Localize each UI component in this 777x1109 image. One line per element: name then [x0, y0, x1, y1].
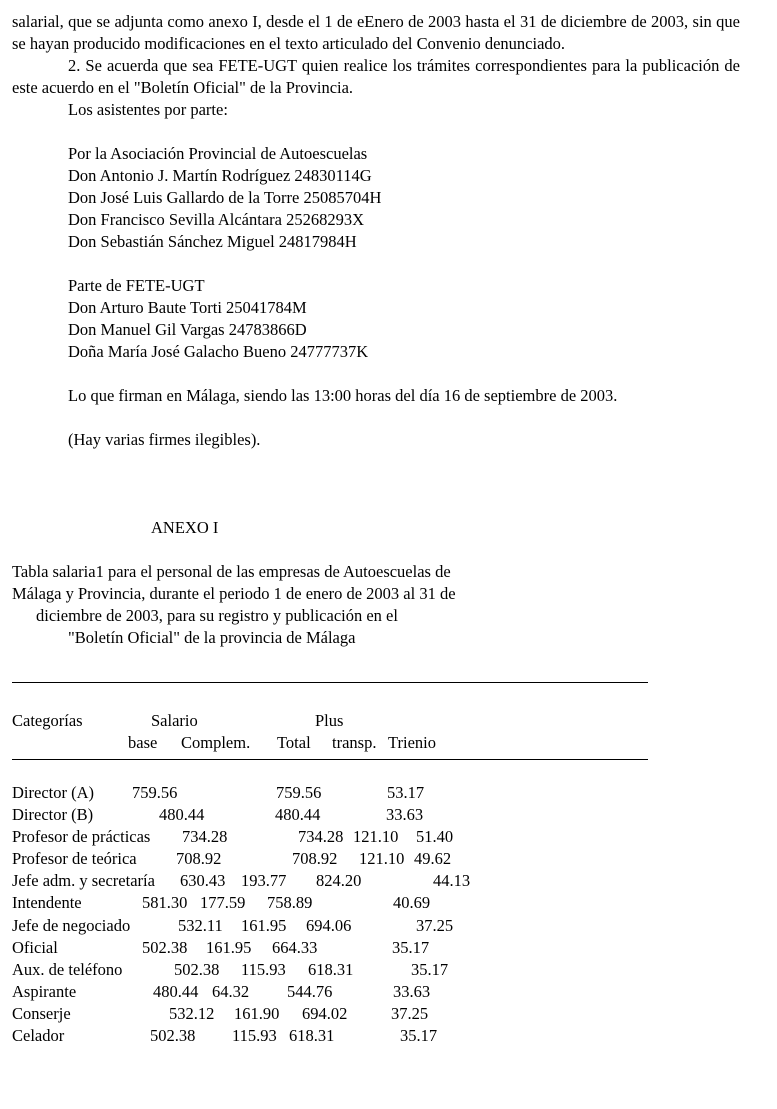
- cell-category: Conserje: [12, 1003, 71, 1023]
- table-row: [12, 1025, 740, 1047]
- fete-member: Don Manuel Gil Vargas 24783866D: [68, 320, 307, 339]
- cell-category: Oficial: [12, 937, 58, 957]
- cell-total: 618.31: [308, 959, 354, 979]
- cell-total: 708.92: [292, 849, 338, 869]
- cell-total: 618.31: [289, 1026, 335, 1046]
- cell-total: 694.02: [302, 1003, 348, 1023]
- asociacion-member: Don Francisco Sevilla Alcántara 25268293X: [68, 210, 365, 229]
- cell-trienio: 37.25: [416, 915, 454, 935]
- cell-plus-transporte: 121.10: [353, 827, 399, 847]
- cell-salario-base: 734.28: [182, 827, 228, 847]
- cell-salario-base: 480.44: [153, 981, 199, 1001]
- cell-salario-base: 581.30: [142, 893, 188, 913]
- annex-caption-line: Málaga y Provincia, durante el periodo 1 de enero de 2003 al 31 de: [12, 584, 456, 603]
- asistentes-label: Los asistentes por parte:: [68, 100, 228, 119]
- cell-trienio: 51.40: [416, 827, 454, 847]
- cell-category: Jefe adm. y secretaría: [12, 871, 155, 891]
- cell-category: Director (A): [12, 783, 95, 802]
- cell-total: 758.89: [267, 893, 313, 913]
- closing-statement: Lo que firman en Málaga, siendo las 13:00 horas del día 16 de septiembre de 2003.: [68, 386, 618, 405]
- cell-salario-base: 502.38: [174, 959, 220, 979]
- table-row: [12, 937, 740, 959]
- cell-complemento: 161.95: [206, 937, 252, 957]
- table-row: [12, 981, 740, 1003]
- cell-salario-base: 759.56: [132, 783, 178, 802]
- header-total: Total: [277, 733, 311, 752]
- cell-category: Celador: [12, 1026, 65, 1046]
- cell-category: Jefe de negociado: [12, 915, 131, 935]
- cell-total: 480.44: [275, 805, 321, 825]
- asociacion-member: Don José Luis Gallardo de la Torre 25085704H: [68, 188, 382, 207]
- cell-complemento: 177.59: [200, 893, 246, 913]
- table-row: [12, 870, 740, 892]
- table-row: [12, 826, 740, 848]
- signatures-note: (Hay varias firmes ilegibles).: [68, 430, 261, 449]
- cell-complemento: 193.77: [241, 871, 287, 891]
- cell-trienio: 49.62: [414, 849, 452, 869]
- cell-trienio: 37.25: [391, 1003, 429, 1023]
- cell-trienio: 33.63: [393, 981, 431, 1001]
- header-salario: Salario: [151, 711, 198, 730]
- cell-total: 824.20: [316, 871, 362, 891]
- table-row: [12, 915, 740, 937]
- header-complem: Complem.: [181, 733, 251, 752]
- cell-total: 734.28: [298, 827, 344, 847]
- cell-salario-base: 708.92: [176, 849, 222, 869]
- cell-plus-transporte: 121.10: [359, 849, 405, 869]
- cell-total: 759.56: [276, 783, 322, 802]
- paragraph-salarial: salarial, que se adjunta como anexo I, desde el 1 de eEnero de 2003 hasta el 31 de diciembre de 2003, sin que se hayan producido modificaciones en el texto articulado del Convenio denunciado.: [12, 12, 740, 53]
- cell-trienio: 33.63: [386, 805, 424, 825]
- header-trienio: Trienio: [388, 733, 436, 752]
- table-row: [12, 1003, 740, 1025]
- cell-trienio: 35.17: [411, 959, 449, 979]
- header-base: base: [128, 733, 158, 752]
- cell-salario-base: 480.44: [159, 805, 205, 825]
- cell-complemento: 161.90: [234, 1003, 280, 1023]
- cell-complemento: 64.32: [212, 981, 250, 1001]
- cell-complemento: 115.93: [232, 1026, 277, 1046]
- fete-member: Don Arturo Baute Torti 25041784M: [68, 298, 307, 317]
- cell-category: Intendente: [12, 893, 82, 913]
- salary-table: [12, 782, 740, 1047]
- cell-complemento: 115.93: [241, 959, 286, 979]
- table-row: [12, 782, 740, 804]
- cell-trienio: 35.17: [400, 1026, 438, 1046]
- fete-title: Parte de FETE-UGT: [68, 276, 205, 295]
- cell-trienio: 44.13: [433, 871, 471, 891]
- cell-category: Director (B): [12, 805, 94, 825]
- header-transp: transp.: [332, 733, 377, 752]
- annex-caption-line: Tabla salaria1 para el personal de las empresas de Autoescuelas de: [12, 562, 451, 581]
- cell-salario-base: 502.38: [142, 937, 188, 957]
- annex-caption-line: "Boletín Oficial" de la provincia de Málaga: [68, 628, 356, 647]
- table-row: [12, 848, 740, 870]
- asociacion-title: Por la Asociación Provincial de Autoescuelas: [68, 144, 368, 163]
- annex-caption-line: diciembre de 2003, para su registro y publicación en el: [36, 606, 398, 625]
- cell-salario-base: 502.38: [150, 1026, 196, 1046]
- cell-salario-base: 532.12: [169, 1003, 215, 1023]
- cell-salario-base: 630.43: [180, 871, 226, 891]
- cell-trienio: 35.17: [392, 937, 430, 957]
- cell-category: Profesor de teórica: [12, 849, 137, 869]
- asociacion-member: Don Sebastián Sánchez Miguel 24817984H: [68, 232, 357, 251]
- cell-salario-base: 532.11: [178, 915, 223, 935]
- cell-total: 544.76: [287, 981, 333, 1001]
- header-plus: Plus: [315, 711, 344, 730]
- cell-category: Aux. de teléfono: [12, 959, 123, 979]
- table-row: [12, 959, 740, 981]
- table-row: [12, 804, 740, 826]
- cell-category: Profesor de prácticas: [12, 827, 151, 847]
- asociacion-member: Don Antonio J. Martín Rodríguez 24830114G: [68, 166, 372, 185]
- document-page: [12, 11, 740, 1047]
- table-header: [12, 710, 740, 754]
- annex-title: ANEXO I: [151, 518, 219, 537]
- cell-trienio: 40.69: [393, 893, 431, 913]
- cell-total: 694.06: [306, 915, 352, 935]
- paragraph-publicacion: 2. Se acuerda que sea FETE-UGT quien realice los trámites correspondientes para la publicación de este acuerdo en el "Boletín Oficial" de la Provincia.: [12, 56, 740, 97]
- cell-trienio: 53.17: [387, 783, 425, 802]
- cell-category: Aspirante: [12, 981, 77, 1001]
- header-categorias: Categorías: [12, 711, 83, 730]
- fete-member: Doña María José Galacho Bueno 24777737K: [68, 342, 369, 361]
- table-row: [12, 892, 740, 914]
- cell-complemento: 161.95: [241, 915, 287, 935]
- cell-total: 664.33: [272, 937, 318, 957]
